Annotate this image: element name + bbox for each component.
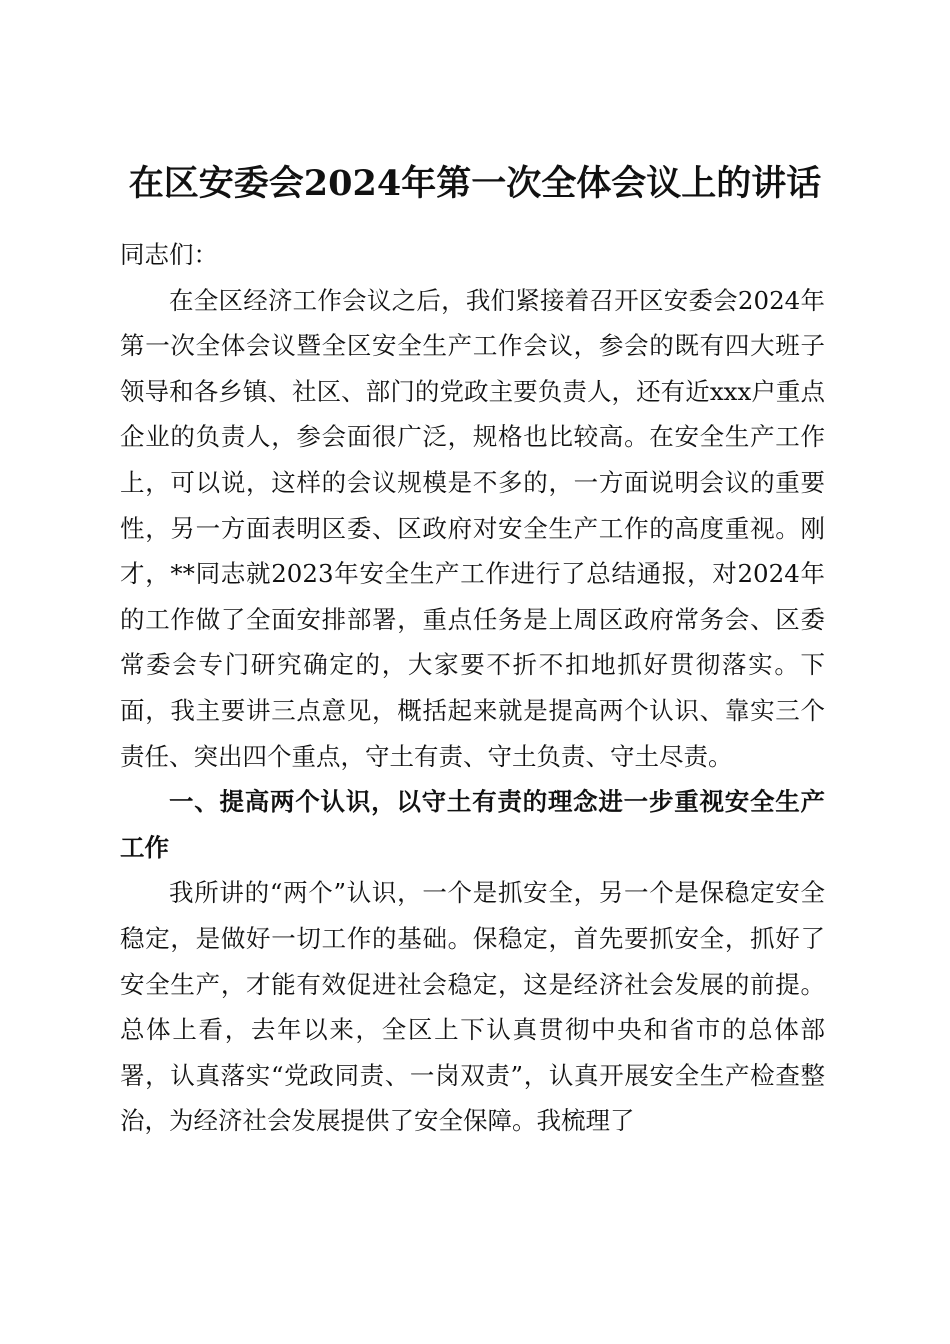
body-paragraph: 在全区经济工作会议之后，我们紧接着召开区安委会2024年第一次全体会议暨全区安全生产工作会议，参会的既有四大班子领导和各乡镇、社区、部门的党政主要负责人，还有近xxx户重点企业的负责人，参会面很广泛，规格也比较高。在安全生产工作上，可以说，这样的会议规模是不多的，一方面说明会议的重要性，另一方面表明区委、区政府对安全生产工作的高度重视。刚才，**同志就2023年安全生产工作进行了总结通报，对2024年的工作做了全面安排部署，重点任务是上周区政府常务会、区委常委会专门研究确定的，大家要不折不扣地抓好贯彻落实。下面，我主要讲三点意见，概括起来就是提高两个认识、靠实三个责任、突出四个重点，守土有责、守土负责、守土尽责。	[120, 285, 825, 771]
salutation: 同志们：	[120, 240, 218, 269]
section-heading: 一、提高两个认识，以守土有责的理念进一步重视安全生产工作	[120, 787, 825, 862]
body-paragraph: 我所讲的“两个”认识，一个是抓安全，另一个是保稳定安全稳定，是做好一切工作的基础。保稳定，首先要抓安全，抓好了安全生产，才能有效促进社会稳定，这是经济社会发展的前提。总体上看，去年以来，全区上下认真贯彻中央和省市的总体部署，认真落实“党政同责、一岗双责”，认真开展安全生产检查整治，为经济社会发展提供了安全保障。我梳理了	[120, 878, 825, 1136]
document-body	[120, 232, 825, 1144]
document-title: 在区安委会2024年第一次全体会议上的讲话	[128, 163, 822, 205]
